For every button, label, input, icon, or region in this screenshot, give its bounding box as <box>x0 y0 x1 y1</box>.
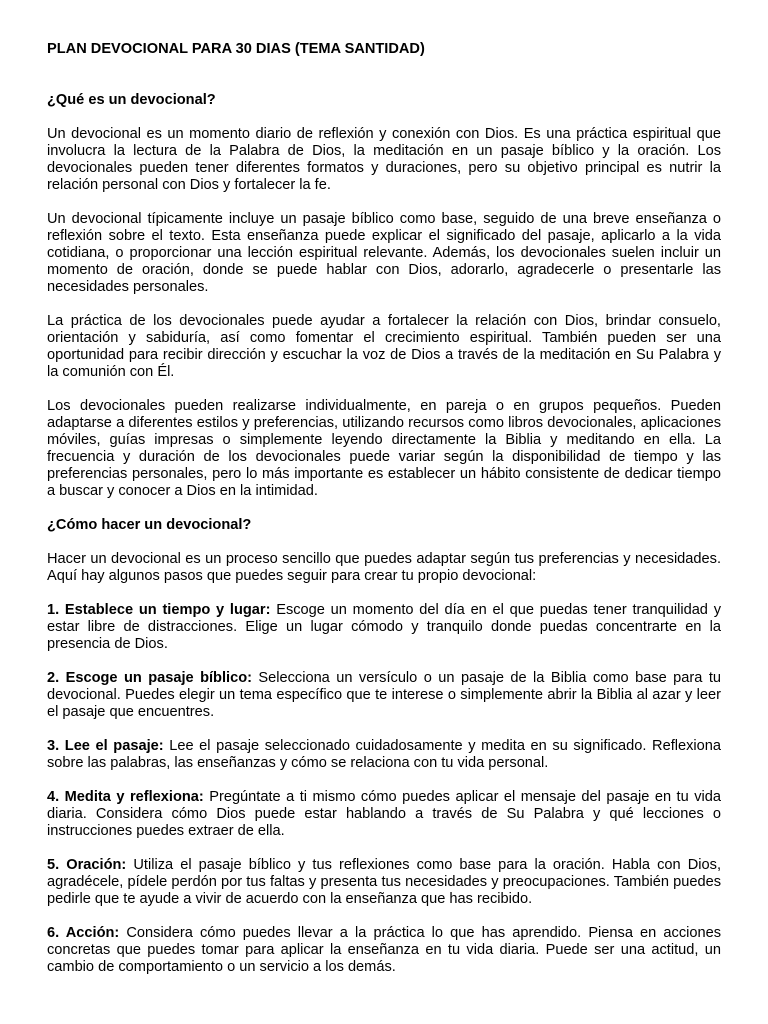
step-label: 3. Lee el pasaje: <box>47 738 164 754</box>
paragraph-intro: Hacer un devocional es un proceso sencillo que puedes adaptar según tus preferencias y necesidades. Aquí hay algunos pasos que puedes seguir para crear tu propio devocional: <box>47 551 721 584</box>
step-text: Lee el pasaje seleccionado cuidadosamente y medita en su significado. Reflexiona sobre las palabras, las enseñanzas y cómo se relaciona con tu vida personal. <box>47 738 721 771</box>
step-text: Considera cómo puedes llevar a la práctica lo que has aprendido. Piensa en acciones concretas que puedes tomar para aplicar la enseñanza en tu vida diaria. Puede ser una actitud, un cambio de comportamiento o un servicio a los demás. <box>47 925 721 975</box>
step-text: Escoge un momento del día en el que puedas tener tranquilidad y estar libre de distracciones. Elige un lugar cómodo y tranquilo donde puedas concentrarte en la presencia de Dios. <box>47 602 721 652</box>
step-item <box>47 789 721 840</box>
step-label: 1. Establece un tiempo y lugar: <box>47 602 271 618</box>
step-label: 2. Escoge un pasaje bíblico: <box>47 670 252 686</box>
step-text: Pregúntate a ti mismo cómo puedes aplicar el mensaje del pasaje en tu vida diaria. Considera cómo Dios puede estar hablando a través de Su Palabra y qué lecciones o instrucciones puedes extraer de ella. <box>47 789 721 839</box>
paragraph: Los devocionales pueden realizarse individualmente, en pareja o en grupos pequeños. Pueden adaptarse a diferentes estilos y preferencias, utilizando recursos como libros devocionales, aplicaciones móviles, guías impresas o simplemente leyendo directamente la Biblia y meditando en ella. La frecuencia y duración de los devocionales puede variar según la disponibilidad de tiempo y las preferencias personales, pero lo más importante es establecer un hábito consistente de dedicar tiempo a buscar y conocer a Dios en la intimidad. <box>47 398 721 499</box>
step-label: 4. Medita y reflexiona: <box>47 789 204 805</box>
document-title: PLAN DEVOCIONAL PARA 30 DIAS (TEMA SANTIDAD) <box>47 41 425 57</box>
document-page <box>47 41 721 993</box>
paragraph: La práctica de los devocionales puede ayudar a fortalecer la relación con Dios, brindar consuelo, orientación y sabiduría, así como fomentar el crecimiento espiritual. También pueden ser una oportunidad para recibir dirección y escuchar la voz de Dios a través de la meditación en Su Palabra y la comunión con Él. <box>47 313 721 380</box>
step-label: 5. Oración: <box>47 857 127 873</box>
step-label: 6. Acción: <box>47 925 120 941</box>
paragraph: Un devocional es un momento diario de reflexión y conexión con Dios. Es una práctica espiritual que involucra la lectura de la Palabra de Dios, la meditación en un pasaje bíblico y la oración. Los devocionales pueden tener diferentes formatos y duraciones, pero su objetivo principal es nutrir la relación personal con Dios y fortalecer la fe. <box>47 126 721 193</box>
paragraph: Un devocional típicamente incluye un pasaje bíblico como base, seguido de una breve enseñanza o reflexión sobre el texto. Esta enseñanza puede explicar el significado del pasaje, aplicarlo a la vida cotidiana, o proporcionar una lección espiritual relevante. Además, los devocionales suelen incluir un momento de oración, donde se puede hablar con Dios, adorarlo, agradecerle o presentarle las necesidades personales. <box>47 211 721 295</box>
section-heading-how-to: ¿Cómo hacer un devocional? <box>47 517 252 533</box>
step-item <box>47 925 721 976</box>
step-text: Selecciona un versículo o un pasaje de la Biblia como base para tu devocional. Puedes elegir un tema específico que te interese o simplemente abrir la Biblia al azar y leer el pasaje que encuentres. <box>47 670 721 720</box>
step-item <box>47 670 721 721</box>
step-item <box>47 602 721 653</box>
step-item <box>47 738 721 772</box>
step-item <box>47 857 721 908</box>
step-text: Utiliza el pasaje bíblico y tus reflexiones como base para la oración. Habla con Dios, agradécele, pídele perdón por tus faltas y presenta tus necesidades y preocupaciones. También puedes pedirle que te ayude a vivir de acuerdo con la enseñanza que has recibido. <box>47 857 722 907</box>
section-heading-what-is: ¿Qué es un devocional? <box>47 92 216 108</box>
